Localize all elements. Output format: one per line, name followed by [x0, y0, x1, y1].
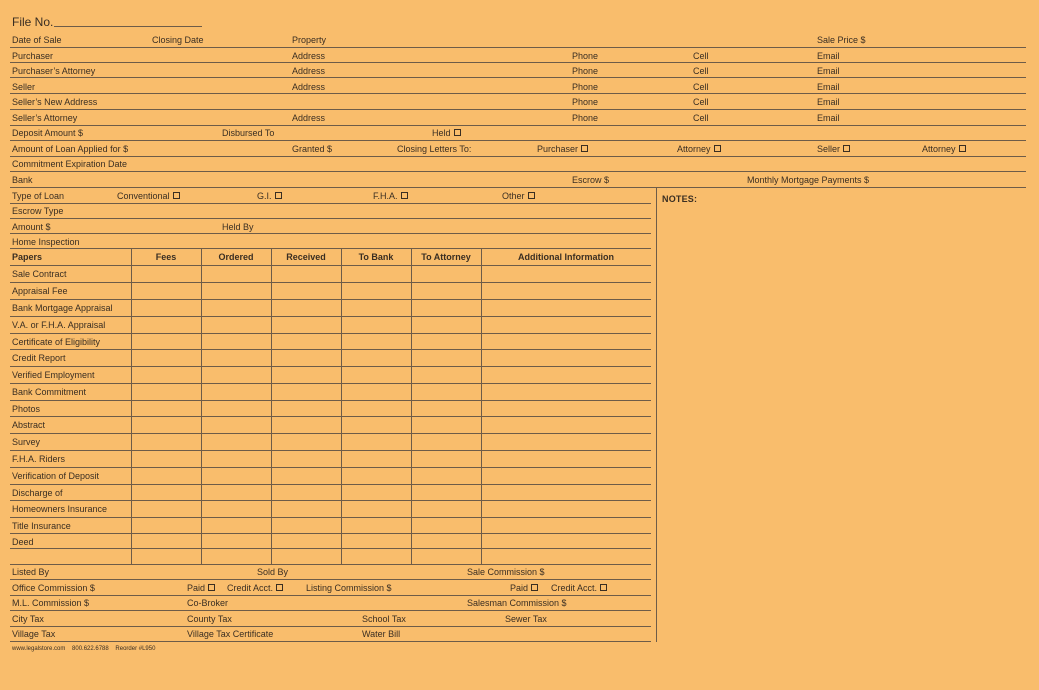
table-cell[interactable]	[132, 401, 200, 415]
attorney-option-label: Attorney	[677, 144, 711, 154]
phone-label: Phone	[572, 51, 599, 61]
table-cell[interactable]	[272, 283, 340, 298]
table-header-additional-information: Additional Information	[518, 252, 614, 262]
divider	[10, 610, 651, 611]
table-cell[interactable]	[272, 266, 340, 281]
table-cell[interactable]	[412, 350, 480, 365]
table-cell[interactable]	[202, 434, 270, 449]
amount-label: Amount $	[12, 222, 51, 232]
table-cell[interactable]	[412, 534, 480, 547]
fha-option[interactable]	[373, 191, 408, 202]
table-cell[interactable]	[132, 501, 200, 516]
table-cell[interactable]	[202, 266, 270, 281]
table-cell[interactable]	[412, 401, 480, 415]
date-of-sale-label: Date of Sale	[12, 35, 62, 45]
table-row-label: Verified Employment	[12, 370, 95, 380]
escrow-label: Escrow $	[572, 175, 610, 185]
monthly-payments-label: Monthly Mortgage Payments $	[747, 175, 870, 185]
address-label: Address	[292, 82, 326, 92]
table-cell[interactable]	[132, 518, 200, 532]
table-cell[interactable]	[132, 283, 200, 298]
divider	[10, 77, 1026, 78]
cell-label: Cell	[693, 66, 709, 76]
divider	[10, 93, 1026, 94]
city-tax-label: City Tax	[12, 614, 44, 624]
closing-letters-purchaser[interactable]	[537, 144, 588, 155]
listed-by-label: Listed By	[12, 567, 50, 577]
footer	[12, 646, 155, 652]
table-row-label: Deed	[12, 537, 34, 547]
table-cell[interactable]	[342, 350, 410, 365]
sale-price-label: Sale Price $	[817, 35, 866, 45]
phone-label: Phone	[572, 66, 599, 76]
table-cell[interactable]	[272, 334, 340, 348]
table-cell[interactable]	[482, 334, 650, 348]
table-cell[interactable]	[412, 434, 480, 449]
credit-acct-option[interactable]	[227, 583, 283, 594]
table-cell[interactable]	[202, 350, 270, 365]
purchaser-checkbox[interactable]	[581, 145, 588, 152]
footer-website: www.legalstore.com	[12, 646, 66, 652]
table-cell[interactable]	[482, 434, 650, 449]
table-cell[interactable]	[272, 534, 340, 547]
cell-label: Cell	[693, 82, 709, 92]
table-cell[interactable]	[342, 534, 410, 547]
table-row-label: Bank Mortgage Appraisal	[12, 303, 113, 313]
table-cell[interactable]	[342, 468, 410, 483]
notes-divider	[656, 187, 657, 642]
table-row-label: Certificate of Eligibility	[12, 337, 101, 347]
table-header-papers: Papers	[12, 252, 43, 262]
escrow-type-label: Escrow Type	[12, 206, 64, 216]
sold-by-label: Sold By	[257, 567, 289, 577]
divider	[10, 187, 1026, 188]
phone-label: Phone	[572, 97, 599, 107]
table-cell[interactable]	[132, 384, 200, 399]
cell-label: Cell	[693, 97, 709, 107]
conventional-option[interactable]	[117, 191, 180, 202]
sellers-attorney-label: Seller’s Attorney	[12, 113, 78, 123]
table-cell[interactable]	[412, 549, 480, 563]
home-inspection-label: Home Inspection	[12, 237, 80, 247]
divider	[10, 626, 651, 627]
phone-label: Phone	[572, 113, 599, 123]
seller-label: Seller	[12, 82, 36, 92]
commitment-expiration-label: Commitment Expiration Date	[12, 159, 128, 169]
file-no-field[interactable]	[54, 26, 202, 27]
address-label: Address	[292, 66, 326, 76]
held-checkbox-group[interactable]	[432, 128, 461, 139]
table-cell[interactable]	[412, 300, 480, 315]
county-tax-label: County Tax	[187, 614, 232, 624]
email-label: Email	[817, 97, 840, 107]
gi-label: G.I.	[257, 191, 272, 201]
table-row-label: Abstract	[12, 420, 46, 430]
table-cell[interactable]	[482, 518, 650, 532]
sewer-tax-label: Sewer Tax	[505, 614, 547, 624]
table-cell[interactable]	[272, 434, 340, 449]
table-cell[interactable]	[202, 300, 270, 315]
divider	[10, 641, 651, 642]
disbursed-to-label: Disbursed To	[222, 128, 275, 138]
school-tax-label: School Tax	[362, 614, 406, 624]
table-cell[interactable]	[202, 367, 270, 382]
salesman-commission-label: Salesman Commission $	[467, 598, 567, 608]
bank-label: Bank	[12, 175, 33, 185]
table-cell[interactable]	[202, 317, 270, 332]
table-cell[interactable]	[132, 367, 200, 382]
table-cell[interactable]	[482, 534, 650, 547]
table-row-label: Photos	[12, 404, 41, 414]
gi-checkbox[interactable]	[275, 192, 282, 199]
table-cell[interactable]	[342, 417, 410, 432]
table-cell[interactable]	[482, 549, 650, 563]
table-cell[interactable]	[132, 417, 200, 432]
granted-label: Granted $	[292, 144, 333, 154]
village-tax-certificate-label: Village Tax Certificate	[187, 629, 274, 639]
other-label: Other	[502, 191, 525, 201]
email-label: Email	[817, 51, 840, 61]
table-cell[interactable]	[482, 485, 650, 499]
seller-checkbox[interactable]	[843, 145, 850, 152]
village-tax-label: Village Tax	[12, 629, 56, 639]
table-cell[interactable]	[412, 451, 480, 466]
table-cell[interactable]	[202, 468, 270, 483]
notes-label: NOTES:	[662, 194, 698, 204]
table-row-label: Title Insurance	[12, 521, 71, 531]
table-cell[interactable]	[482, 367, 650, 382]
table-cell[interactable]	[202, 417, 270, 432]
table-cell[interactable]	[132, 451, 200, 466]
divider	[10, 109, 1026, 110]
table-cell[interactable]	[272, 401, 340, 415]
gi-option[interactable]	[257, 191, 282, 202]
table-cell[interactable]	[342, 384, 410, 399]
table-row-label: Credit Report	[12, 353, 66, 363]
listing-commission-label: Listing Commission $	[306, 583, 392, 593]
table-cell[interactable]	[202, 451, 270, 466]
table-cell[interactable]	[202, 518, 270, 532]
address-label: Address	[292, 51, 326, 61]
table-cell[interactable]	[272, 468, 340, 483]
held-checkbox[interactable]	[454, 129, 461, 136]
table-cell[interactable]	[482, 266, 650, 281]
property-label: Property	[292, 35, 327, 45]
table-row-label: Bank Commitment	[12, 387, 87, 397]
other-option[interactable]	[502, 191, 535, 202]
table-row-label: Homeowners Insurance	[12, 504, 108, 514]
paid-option[interactable]	[187, 583, 215, 594]
attorney-option-label: Attorney	[922, 144, 956, 154]
table-cell[interactable]	[412, 384, 480, 399]
seller-option-label: Seller	[817, 144, 841, 154]
table-header-to-bank: To Bank	[358, 252, 394, 262]
purchaser-label: Purchaser	[12, 51, 54, 61]
table-cell[interactable]	[272, 518, 340, 532]
table-row-label: Sale Contract	[12, 269, 67, 279]
table-cell[interactable]	[342, 518, 410, 532]
closing-date-label: Closing Date	[152, 35, 204, 45]
paid-label: Paid	[187, 583, 206, 593]
table-row-label: Survey	[12, 437, 41, 447]
divider	[10, 579, 651, 580]
table-header-received: Received	[286, 252, 326, 262]
table-cell[interactable]	[412, 317, 480, 332]
table-cell[interactable]	[132, 266, 200, 281]
divider	[10, 203, 651, 204]
table-cell[interactable]	[482, 350, 650, 365]
table-cell[interactable]	[272, 501, 340, 516]
credit-acct-checkbox[interactable]	[600, 584, 607, 591]
paid-checkbox[interactable]	[531, 584, 538, 591]
cell-label: Cell	[693, 113, 709, 123]
credit-acct-checkbox[interactable]	[276, 584, 283, 591]
divider	[10, 233, 651, 234]
table-cell[interactable]	[342, 317, 410, 332]
table-cell[interactable]	[342, 485, 410, 499]
table-row-label: Discharge of	[12, 488, 63, 498]
sale-commission-label: Sale Commission $	[467, 567, 545, 577]
table-cell[interactable]	[412, 367, 480, 382]
deposit-amount-label: Deposit Amount $	[12, 128, 84, 138]
table-cell[interactable]	[412, 518, 480, 532]
attorney-checkbox[interactable]	[714, 145, 721, 152]
email-label: Email	[817, 82, 840, 92]
closing-letters-label: Closing Letters To:	[397, 144, 472, 154]
table-cell[interactable]	[412, 334, 480, 348]
table-cell[interactable]	[272, 317, 340, 332]
fha-label: F.H.A.	[373, 191, 398, 201]
attorney-checkbox[interactable]	[959, 145, 966, 152]
table-cell[interactable]	[482, 451, 650, 466]
table-cell[interactable]	[272, 549, 340, 563]
table-cell[interactable]	[132, 317, 200, 332]
divider	[10, 47, 1026, 48]
held-label: Held	[432, 128, 451, 138]
credit-acct-label: Credit Acct.	[551, 583, 598, 593]
cell-label: Cell	[693, 51, 709, 61]
table-cell[interactable]	[342, 549, 410, 563]
table-cell[interactable]	[202, 549, 270, 563]
address-label: Address	[292, 113, 326, 123]
table-cell[interactable]	[412, 266, 480, 281]
table-cell[interactable]	[482, 468, 650, 483]
water-bill-label: Water Bill	[362, 629, 401, 639]
table-cell[interactable]	[132, 334, 200, 348]
table-row-label: F.H.A. Riders	[12, 454, 66, 464]
table-cell[interactable]	[202, 501, 270, 516]
table-cell[interactable]	[342, 501, 410, 516]
table-cell[interactable]	[482, 300, 650, 315]
conventional-label: Conventional	[117, 191, 170, 201]
ml-commission-label: M.L. Commission $	[12, 598, 90, 608]
divider	[10, 218, 651, 219]
paid-option-2[interactable]	[510, 583, 538, 594]
table-header-ordered: Ordered	[218, 252, 254, 262]
amount-applied-label: Amount of Loan Applied for $	[12, 144, 129, 154]
divider	[10, 595, 651, 596]
table-cell[interactable]	[342, 367, 410, 382]
divider	[10, 125, 1026, 126]
email-label: Email	[817, 113, 840, 123]
purchasers-attorney-label: Purchaser’s Attorney	[12, 66, 96, 76]
table-cell[interactable]	[202, 401, 270, 415]
purchaser-option-label: Purchaser	[537, 144, 579, 154]
table-header-fees: Fees	[155, 252, 177, 262]
table-cell[interactable]	[132, 549, 200, 563]
table-cell[interactable]	[482, 501, 650, 516]
phone-label: Phone	[572, 82, 599, 92]
table-cell[interactable]	[272, 451, 340, 466]
table-cell[interactable]	[342, 434, 410, 449]
divider	[10, 564, 651, 565]
table-cell[interactable]	[132, 350, 200, 365]
table-cell[interactable]	[482, 417, 650, 432]
table-row-label: Verification of Deposit	[12, 471, 100, 481]
email-label: Email	[817, 66, 840, 76]
credit-acct-label: Credit Acct.	[227, 583, 274, 593]
paid-checkbox[interactable]	[208, 584, 215, 591]
table-cell[interactable]	[342, 451, 410, 466]
table-cell[interactable]	[412, 485, 480, 499]
divider	[10, 140, 1026, 141]
table-cell[interactable]	[272, 417, 340, 432]
table-cell[interactable]	[202, 384, 270, 399]
table-cell[interactable]	[202, 485, 270, 499]
table-cell[interactable]	[202, 334, 270, 348]
table-row-label: Appraisal Fee	[12, 286, 68, 296]
table-cell[interactable]	[342, 401, 410, 415]
table-cell[interactable]	[272, 367, 340, 382]
table-cell[interactable]	[482, 317, 650, 332]
table-cell[interactable]	[272, 485, 340, 499]
table-row-label: V.A. or F.H.A. Appraisal	[12, 320, 106, 330]
sellers-new-address-label: Seller’s New Address	[12, 97, 98, 107]
paid-label: Paid	[510, 583, 529, 593]
co-broker-label: Co-Broker	[187, 598, 229, 608]
table-cell[interactable]	[272, 350, 340, 365]
table-cell[interactable]	[412, 417, 480, 432]
table-cell[interactable]	[342, 334, 410, 348]
table-cell[interactable]	[132, 300, 200, 315]
credit-acct-option-2[interactable]	[551, 583, 607, 594]
table-cell[interactable]	[412, 283, 480, 298]
table-header-to-attorney: To Attorney	[421, 252, 471, 262]
closing-letters-seller[interactable]	[817, 144, 850, 155]
table-cell[interactable]	[482, 401, 650, 415]
divider	[10, 171, 1026, 172]
table-cell[interactable]	[202, 283, 270, 298]
table-cell[interactable]	[132, 485, 200, 499]
table-cell[interactable]	[132, 434, 200, 449]
table-cell[interactable]	[482, 384, 650, 399]
file-no-label: File No.	[12, 15, 54, 29]
table-cell[interactable]	[342, 300, 410, 315]
table-cell[interactable]	[342, 283, 410, 298]
office-commission-label: Office Commission $	[12, 583, 95, 593]
type-of-loan-label: Type of Loan	[12, 191, 65, 201]
table-cell[interactable]	[132, 534, 200, 547]
table-cell[interactable]	[272, 384, 340, 399]
conventional-checkbox[interactable]	[173, 192, 180, 199]
other-checkbox[interactable]	[528, 192, 535, 199]
table-cell[interactable]	[412, 501, 480, 516]
table-cell[interactable]	[202, 534, 270, 547]
fha-checkbox[interactable]	[401, 192, 408, 199]
footer-reorder: Reorder #L950	[115, 646, 156, 652]
held-by-label: Held By	[222, 222, 254, 232]
table-cell[interactable]	[342, 266, 410, 281]
footer-phone: 800.622.6788	[72, 646, 109, 652]
table-cell[interactable]	[132, 468, 200, 483]
divider	[10, 156, 1026, 157]
closing-letters-attorney-2[interactable]	[922, 144, 966, 155]
closing-letters-attorney[interactable]	[677, 144, 721, 155]
table-cell[interactable]	[482, 283, 650, 298]
table-cell[interactable]	[412, 468, 480, 483]
divider	[10, 62, 1026, 63]
table-cell[interactable]	[272, 300, 340, 315]
divider	[10, 248, 651, 249]
